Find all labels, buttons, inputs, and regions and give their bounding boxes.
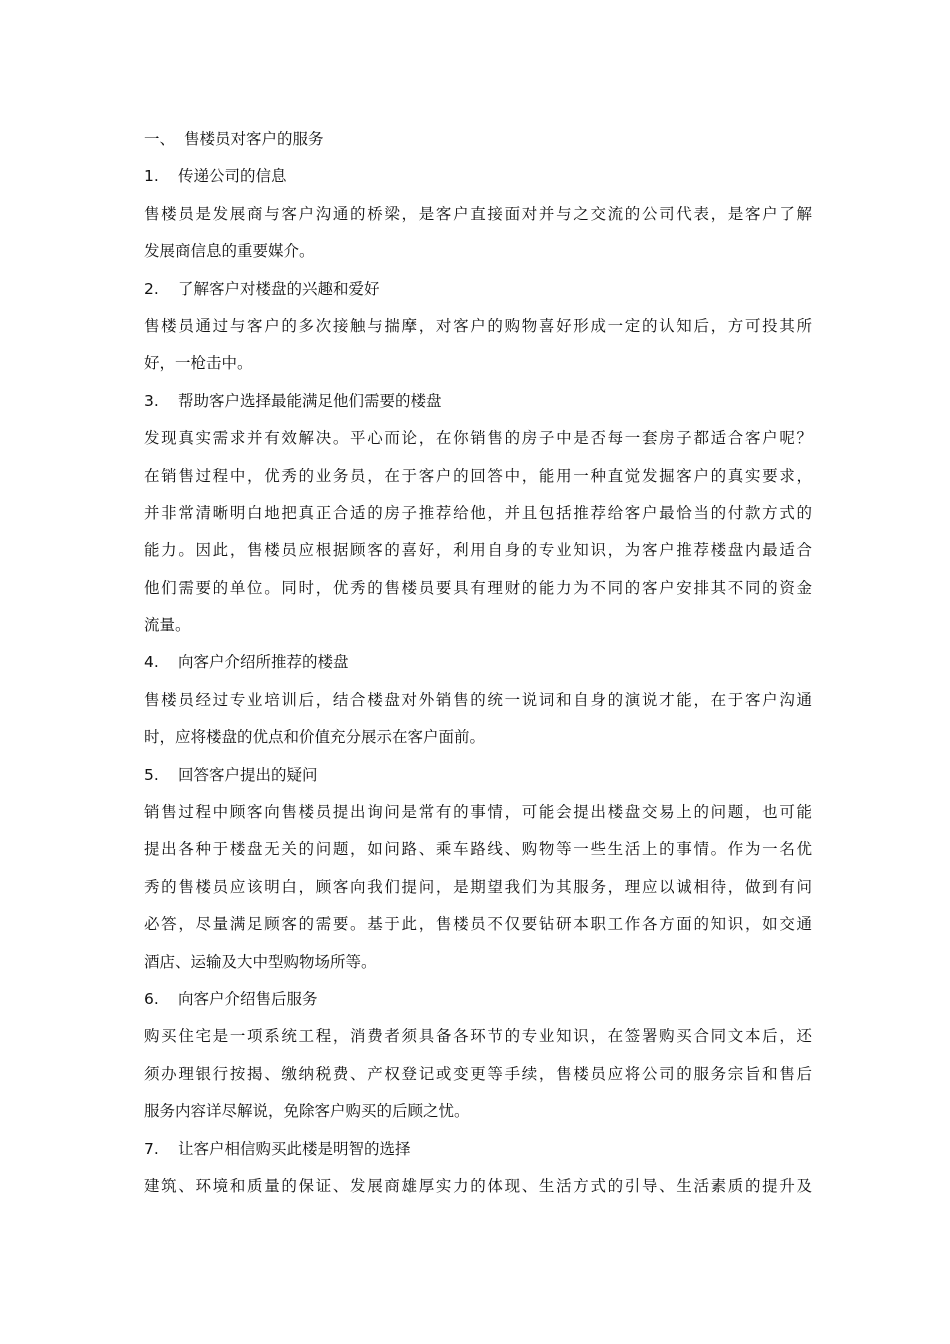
- section-title: 向客户介绍所推荐的楼盘: [178, 653, 349, 672]
- paragraph-line: 必答，尽量满足顾客的需要。基于此，售楼员不仅要钻研本职工作各方面的知识，如交通: [144, 915, 812, 934]
- paragraph-line: 酒店、运输及大中型购物场所等。: [144, 952, 377, 971]
- section-title: 让客户相信购买此楼是明智的选择: [178, 1139, 411, 1158]
- section-number: 3.: [144, 391, 159, 410]
- paragraph-line: 秀的售楼员应该明白，顾客向我们提问，是期望我们为其服务，理应以诚相待，做到有问: [144, 877, 812, 896]
- section-heading: [144, 1131, 812, 1168]
- title-number: 一、: [144, 130, 176, 148]
- section-heading: [144, 271, 812, 308]
- paragraph-line: 售楼员经过专业培训后，结合楼盘对外销售的统一说词和自身的演说才能，在于客户沟通: [144, 690, 812, 709]
- section-title: 了解客户对楼盘的兴趣和爱好: [178, 279, 380, 298]
- paragraph-line: 时，应将楼盘的优点和价值充分展示在客户面前。: [144, 728, 486, 747]
- paragraph-line: 并非常清晰明白地把真正合适的房子推荐给他，并且包括推荐给客户最恰当的付款方式的: [144, 503, 812, 522]
- section-number: 5.: [144, 765, 159, 784]
- paragraph-line: 能力。因此，售楼员应根据顾客的喜好，利用自身的专业知识，为客户推荐楼盘内最适合: [144, 541, 812, 560]
- section-title: 帮助客户选择最能满足他们需要的楼盘: [178, 391, 442, 410]
- paragraph-line: 服务内容详尽解说，免除客户购买的后顾之忧。: [144, 1102, 470, 1121]
- section-number: 7.: [144, 1139, 159, 1158]
- paragraph-line: 须办理银行按揭、缴纳税费、产权登记或变更等手续，售楼员应将公司的服务宗旨和售后: [144, 1064, 812, 1083]
- section-heading: [144, 644, 812, 681]
- section-title: 回答客户提出的疑问: [178, 765, 318, 784]
- section-title: 传递公司的信息: [178, 167, 287, 186]
- section-number: 1.: [144, 167, 159, 186]
- paragraph-line: 流量。: [144, 616, 191, 635]
- paragraph-line: 售楼员是发展商与客户沟通的桥梁，是客户直接面对并与之交流的公司代表，是客户了解: [144, 204, 812, 223]
- section-heading: [144, 757, 812, 794]
- document-page: [144, 121, 812, 1205]
- paragraph-line: 售楼员通过与客户的多次接触与揣摩，对客户的购物喜好形成一定的认知后，方可投其所: [144, 316, 812, 335]
- section-title: 向客户介绍售后服务: [178, 989, 318, 1008]
- paragraph-line: 发现真实需求并有效解决。平心而论，在你销售的房子中是否每一套房子都适合客户呢？: [144, 429, 812, 448]
- paragraph-line: 购买住宅是一项系统工程，消费者须具备各环节的专业知识，在签署购买合同文本后，还: [144, 1027, 812, 1046]
- section-number: 2.: [144, 279, 159, 298]
- section-heading: [144, 981, 812, 1018]
- section-number: 6.: [144, 989, 159, 1008]
- paragraph-line: 他们需要的单位。同时，优秀的售楼员要具有理财的能力为不同的客户安排其不同的资金: [144, 578, 812, 597]
- section-heading: [144, 383, 812, 420]
- paragraph-line: 在销售过程中，优秀的业务员，在于客户的回答中，能用一种直觉发掘客户的真实要求，: [144, 466, 812, 485]
- section-heading: [144, 158, 812, 195]
- paragraph-line: 发展商信息的重要媒介。: [144, 242, 315, 261]
- paragraph-line: 销售过程中顾客向售楼员提出询问是常有的事情，可能会提出楼盘交易上的问题，也可能: [144, 803, 812, 822]
- paragraph-line: 提出各种于楼盘无关的问题，如问路、乘车路线、购物等一些生活上的事情。作为一名优: [144, 840, 812, 859]
- document-title: [144, 121, 812, 158]
- title-text: 售楼员对客户的服务: [184, 130, 324, 148]
- paragraph-line: 好，一枪击中。: [144, 354, 253, 373]
- paragraph-line: 建筑、环境和质量的保证、发展商雄厚实力的体现、生活方式的引导、生活素质的提升及: [144, 1176, 812, 1195]
- section-number: 4.: [144, 653, 159, 672]
